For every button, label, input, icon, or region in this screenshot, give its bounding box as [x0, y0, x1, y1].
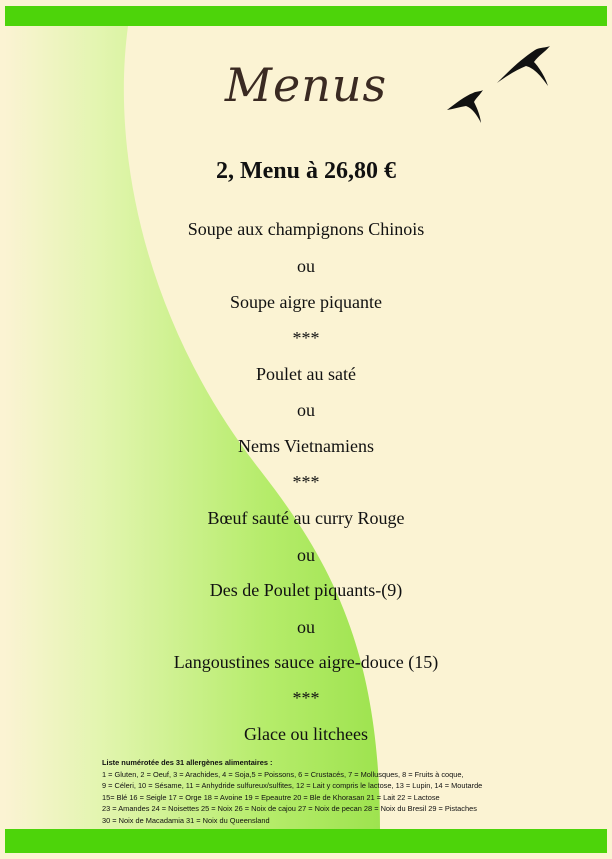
allergen-heading: Liste numérotée des 31 allergènes alimentaires : — [102, 758, 273, 767]
menu-course-separator: *** — [292, 472, 320, 492]
menu-price-heading: 2, Menu à 26,80 € — [216, 158, 396, 184]
menu-item: Bœuf sauté au curry Rouge — [207, 508, 405, 528]
menu-separator-ou: ou — [297, 256, 315, 276]
allergen-line: 1 = Gluten, 2 = Oeuf, 3 = Arachides, 4 = Soja,5 = Poissons, 6 = Crustacés, 7 = Mollusques, 8 = Fruits à coque, — [102, 769, 464, 779]
menu-item: Poulet au saté — [256, 364, 356, 384]
allergen-line: 23 = Amandes 24 = Noisettes 25 = Noix 26 = Noix de cajou 27 = Noix de pecan 28 = Noix du Bresil 29 = Pistaches — [102, 804, 477, 813]
allergen-line: 30 = Noix de Macadamia 31 = Noix du Queensland — [102, 815, 270, 825]
menu-item: Soupe aigre piquante — [230, 292, 382, 312]
menu-separator-ou: ou — [297, 400, 315, 420]
allergen-line: 9 = Céleri, 10 = Sésame, 11 = Anhydride sulfureux/sulfites, 12 = Lait y compris le lactose, 13 = Lupin, 14 = Moutarde — [102, 781, 483, 790]
menu-title: Menus — [224, 58, 388, 112]
menu-item: Glace ou litchees — [244, 724, 368, 744]
menu-separator-ou: ou — [297, 617, 315, 637]
menu-item: Des de Poulet piquants-(9) — [209, 580, 403, 600]
menu-course-separator: *** — [292, 688, 320, 708]
menu-item: Nems Vietnamiens — [237, 436, 375, 456]
allergen-list — [102, 757, 582, 826]
menu-item: Soupe aux champignons Chinois — [187, 219, 425, 239]
menu-separator-ou: ou — [297, 545, 315, 565]
allergen-line: 15= Blé 16 = Seigle 17 = Orge 18 = Avoine 19 = Epeautre 20 = Ble de Khorasan 21 = Lait 22 = Lactose — [102, 792, 440, 802]
menu-item: Langoustines sauce aigre-douce (15) — [173, 652, 439, 672]
bottom-green-bar — [5, 829, 607, 853]
menu-course-separator: *** — [292, 328, 320, 348]
